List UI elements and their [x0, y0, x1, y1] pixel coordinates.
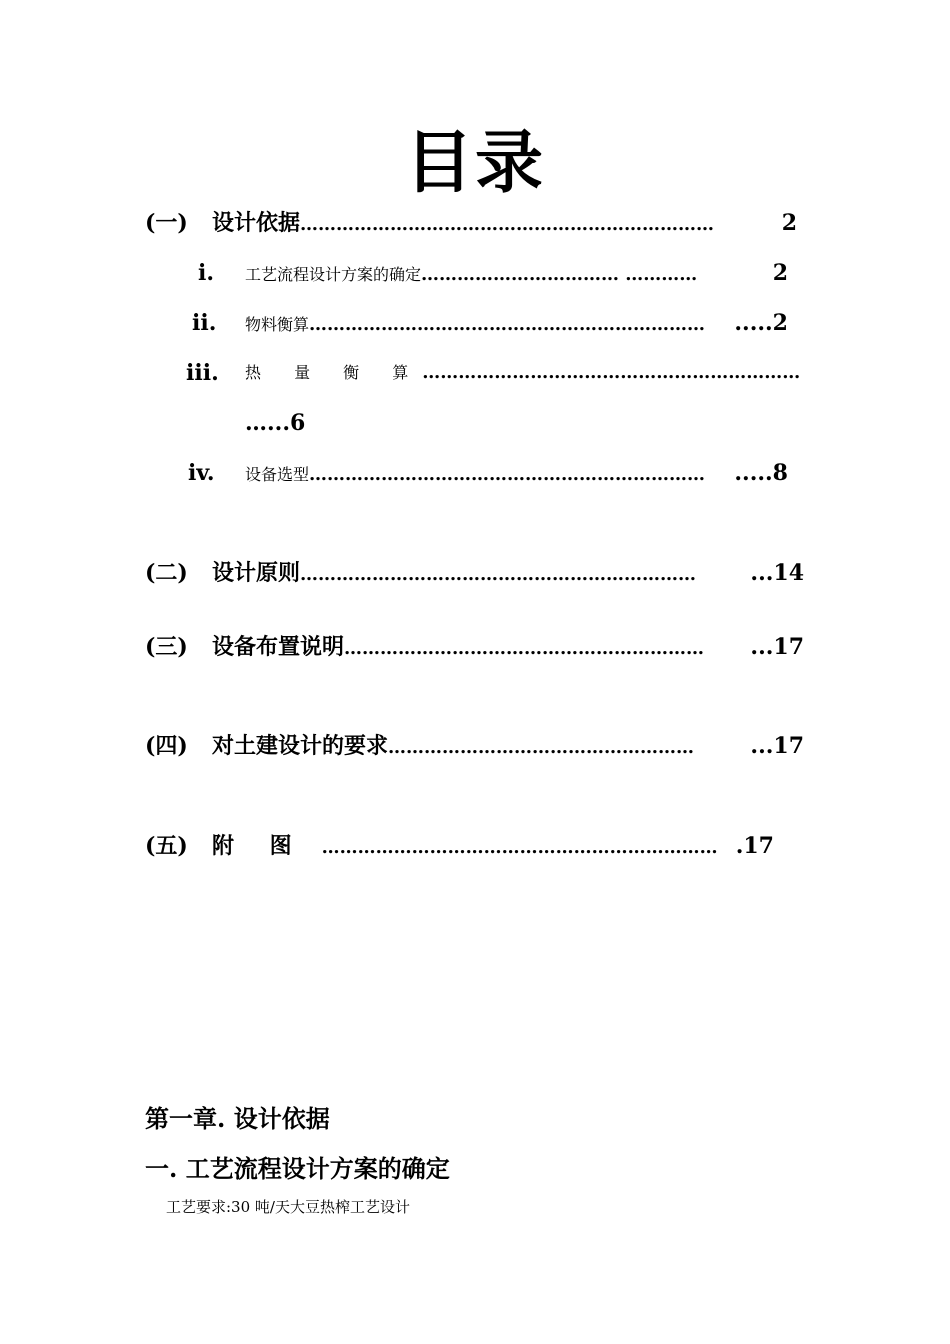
toc-leader-dots: …………………………………………………………: [321, 837, 718, 858]
toc-page-number: .....2: [734, 310, 788, 336]
toc-page-number: .17: [735, 833, 774, 859]
toc-page-number: ...14: [750, 560, 804, 586]
toc-entry-number: (四): [145, 733, 188, 759]
toc-entry-label: 对土建设计的要求: [212, 733, 389, 759]
toc-entry-number: (五): [145, 833, 188, 859]
toc-subentry-label: 物料衡算: [245, 315, 310, 334]
toc-subentry-number: i.: [198, 260, 215, 286]
toc-entry-number: (二): [145, 560, 188, 586]
toc-leader-dots: ………………………………………………………: [422, 362, 801, 383]
toc-subentry-label: 热 量 衡 算: [245, 363, 423, 382]
toc-entry-label: 设备布置说明: [212, 634, 345, 660]
toc-entry-label: 设计原则: [212, 560, 301, 586]
toc-leader-dots: …………………………………………………………: [309, 464, 706, 485]
toc-leader-dots: …………………………………………………………: [300, 564, 697, 585]
toc-page-number: 2: [781, 210, 797, 236]
section-heading: 一. 工艺流程设计方案的确定: [145, 1154, 450, 1183]
toc-entry-label: 附 图: [212, 833, 306, 859]
toc-entry-number: (三): [145, 634, 188, 660]
toc-entry-label: 设计依据: [212, 210, 301, 236]
toc-entry-number: (一): [145, 210, 188, 236]
toc-title: 目录: [404, 123, 545, 203]
toc-leader-dots: ……………………………………………………: [344, 638, 705, 659]
toc-page-number: 2: [772, 260, 788, 286]
toc-subentry-label: 工艺流程设计方案的确定: [245, 265, 422, 284]
toc-subentry-number: iii.: [186, 360, 219, 386]
toc-leader-dots: …………………………… …………: [421, 264, 698, 285]
toc-leader-dots: ……………………………………………: [388, 737, 695, 758]
toc-page-number: ...17: [750, 733, 804, 759]
toc-subentry-number: iv.: [188, 460, 215, 486]
toc-subentry-number: ii.: [192, 310, 217, 336]
toc-page-number: .....8: [734, 460, 788, 486]
toc-subentry-label: 设备选型: [245, 465, 310, 484]
toc-page-number: ...17: [750, 634, 804, 660]
toc-leader-dots: ……………………………………………………………: [300, 214, 715, 235]
chapter-heading: 第一章. 设计依据: [145, 1104, 330, 1133]
requirement-text: 工艺要求:30 吨/天大豆热榨工艺设计: [166, 1198, 410, 1216]
toc-leader-dots: …………………………………………………………: [309, 314, 706, 335]
toc-page-number: …...6: [245, 410, 306, 436]
